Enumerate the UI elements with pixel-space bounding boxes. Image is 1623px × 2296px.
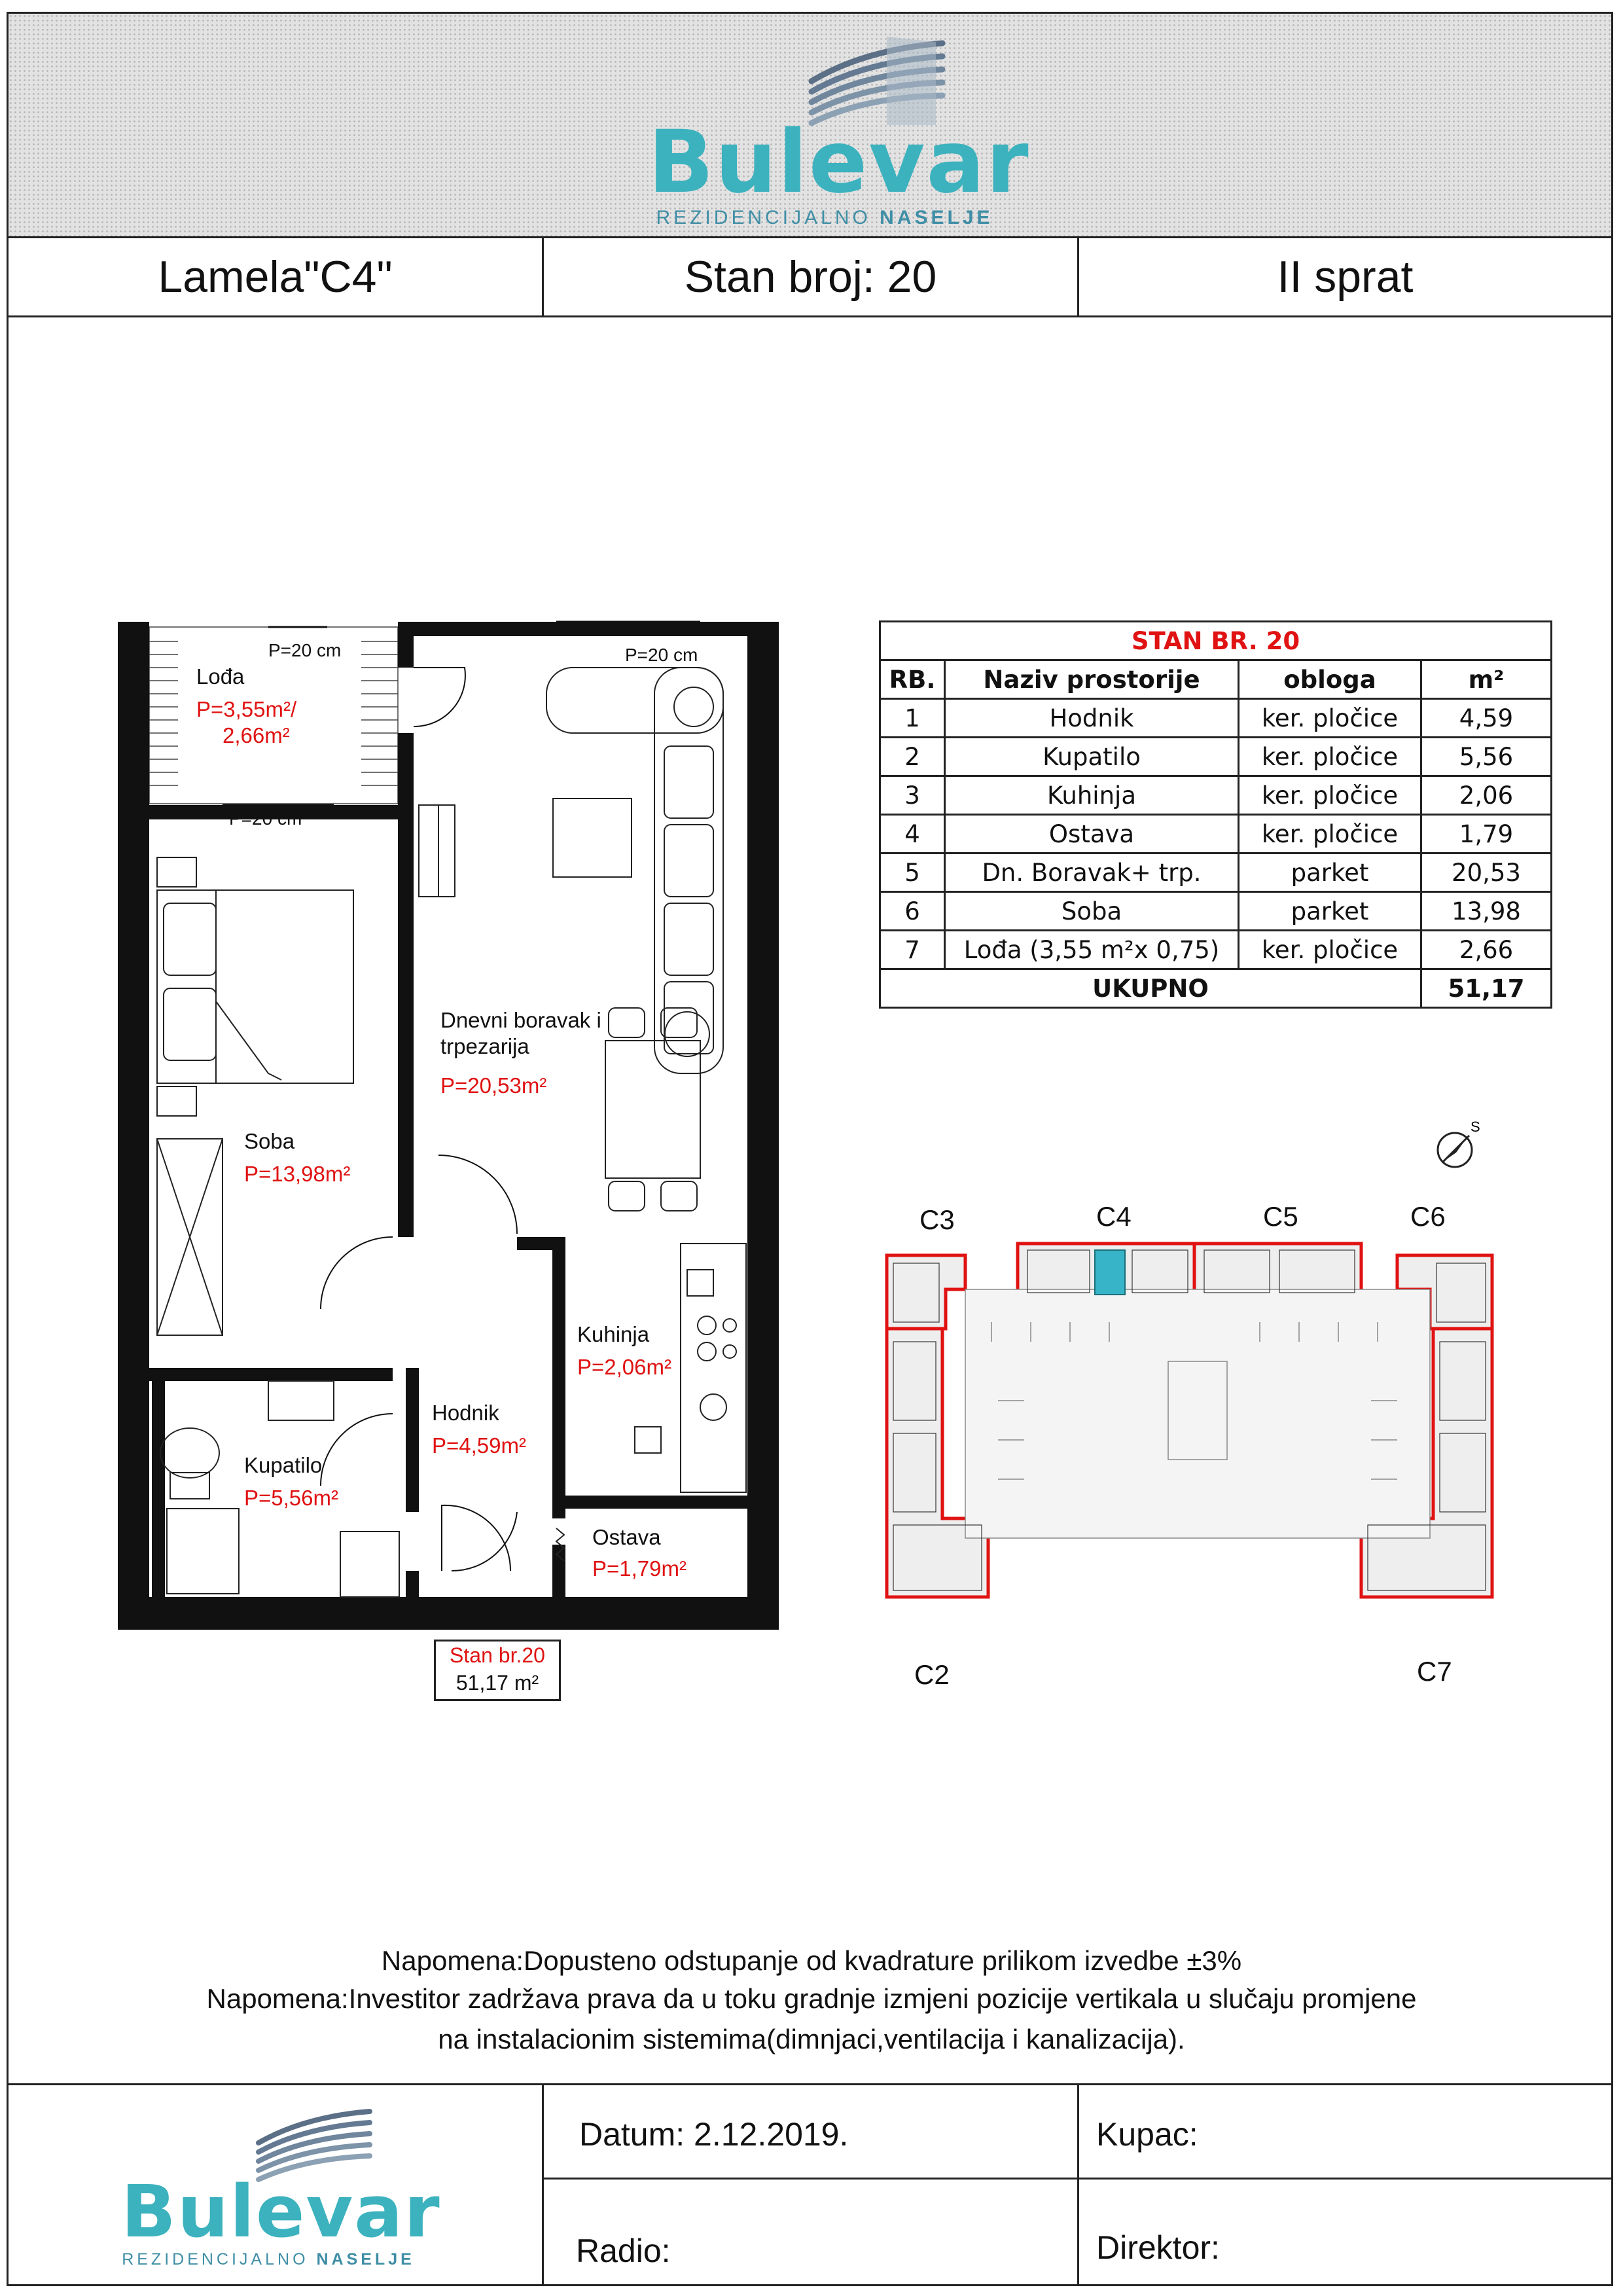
room-table <box>879 620 1552 1009</box>
lamela-label: Lamela"C4" <box>158 252 393 302</box>
room-area-loda: P=3,55m²/ <box>196 697 297 721</box>
table-cell: 2,66 <box>1421 931 1552 969</box>
table-cell: 1,79 <box>1421 815 1552 853</box>
floor-plan <box>111 615 785 1636</box>
table-cell: 3 <box>880 776 945 815</box>
table-cell: Lođa (3,55 m²x 0,75) <box>945 931 1239 969</box>
compass-label: S <box>1471 1119 1480 1135</box>
table-cell: parket <box>1239 892 1421 931</box>
footer-divider <box>9 2083 1611 2085</box>
room-area-hodnik: P=4,59m² <box>432 1433 526 1458</box>
room-area-loda-net: 2,66m² <box>223 723 290 747</box>
site-label-c3: C3 <box>919 1204 955 1235</box>
table-cell: 2 <box>880 738 945 776</box>
table-row <box>880 853 1552 892</box>
room-name-hodnik: Hodnik <box>432 1401 499 1425</box>
footer-divider <box>542 2083 544 2284</box>
table-title: STAN BR. 20 <box>880 622 1552 660</box>
table-header-cell: Naziv prostorije <box>945 660 1239 699</box>
brand-subtitle-light: REZIDENCIJALNO <box>656 207 871 228</box>
brand-name: Bulevar <box>648 112 1030 213</box>
room-name-kupatilo: Kupatilo <box>244 1453 323 1477</box>
site-plan <box>880 1237 1502 1656</box>
table-cell: 13,98 <box>1421 892 1552 931</box>
table-cell: 1 <box>880 699 945 738</box>
header-logo <box>648 24 1030 233</box>
table-total-value: 51,17 <box>1421 969 1552 1008</box>
footer-datum: Datum: 2.12.2019. <box>579 2116 849 2153</box>
site-label-c6: C6 <box>1410 1201 1446 1232</box>
table-cell: 7 <box>880 931 945 969</box>
stan-total-name: Stan br.20 <box>450 1643 545 1667</box>
footer-divider <box>1077 2083 1079 2284</box>
bed <box>157 857 353 1116</box>
table-cell: Dn. Boravak+ trp. <box>945 853 1239 892</box>
room-name-loda: Lođa <box>196 664 245 689</box>
footer-direktor: Direktor: <box>1096 2229 1220 2266</box>
table-cell: Soba <box>945 892 1239 931</box>
table-cell: 5 <box>880 853 945 892</box>
table-row <box>880 738 1552 776</box>
table-header-cell: RB. <box>880 660 945 699</box>
footer-divider <box>542 2178 1611 2179</box>
table-cell: 6 <box>880 892 945 931</box>
room-area-kupatilo: P=5,56m² <box>244 1486 338 1510</box>
compass-icon <box>1430 1116 1489 1175</box>
table-cell: Kupatilo <box>945 738 1239 776</box>
sprat-label: II sprat <box>1277 252 1414 302</box>
table-cell: ker. pločice <box>1239 738 1421 776</box>
table-row <box>880 815 1552 853</box>
p20-label: P=20 cm <box>625 645 698 665</box>
title-bar <box>9 238 1611 317</box>
brand-name: Bulevar <box>121 2170 441 2253</box>
brand-subtitle <box>121 2250 416 2269</box>
table-cell: Hodnik <box>945 699 1239 738</box>
dining-table <box>605 1008 700 1211</box>
room-area-ostava: P=1,79m² <box>592 1556 687 1581</box>
table-row <box>880 776 1552 815</box>
stan-label: Stan broj: 20 <box>684 252 937 302</box>
room-name-kuhinja: Kuhinja <box>577 1322 650 1346</box>
brand-subtitle-bold: NASELJE <box>880 207 993 228</box>
site-unit-highlight <box>1095 1250 1125 1295</box>
site-label-c7: C7 <box>1417 1656 1452 1687</box>
note-line-3: na instalacionim sistemima(dimnjaci,ventilacija i kanalizacija). <box>438 2024 1185 2054</box>
brand-subtitle-light: REZIDENCIJALNO <box>122 2250 309 2269</box>
room-name-ostava: Ostava <box>592 1525 661 1549</box>
footer-radio: Radio: <box>576 2233 671 2269</box>
table-header <box>880 660 1552 699</box>
site-label-c4: C4 <box>1096 1201 1132 1232</box>
table-row <box>880 931 1552 969</box>
site-label-c2: C2 <box>914 1659 950 1690</box>
table-cell: 5,56 <box>1421 738 1552 776</box>
table-header-cell: m² <box>1421 660 1552 699</box>
table-total-label: UKUPNO <box>880 969 1421 1008</box>
brand-subtitle <box>648 207 1001 229</box>
room-name-soba: Soba <box>244 1129 295 1153</box>
table-cell: ker. pločice <box>1239 776 1421 815</box>
footer-kupac: Kupac: <box>1096 2116 1198 2153</box>
table-cell: 4 <box>880 815 945 853</box>
table-cell: 20,53 <box>1421 853 1552 892</box>
site-label-c5: C5 <box>1263 1201 1298 1232</box>
table-cell: 4,59 <box>1421 699 1552 738</box>
room-area-dnevni: P=20,53m² <box>440 1073 547 1098</box>
table-cell: Ostava <box>945 815 1239 853</box>
table-cell: ker. pločice <box>1239 699 1421 738</box>
table-cell: Kuhinja <box>945 776 1239 815</box>
tv-unit <box>419 805 455 897</box>
note-line-1: Napomena:Dopusteno odstupanje od kvadrature prilikom izvedbe ±3% <box>381 1945 1242 1976</box>
room-area-soba: P=13,98m² <box>244 1162 351 1186</box>
table-cell: 2,06 <box>1421 776 1552 815</box>
note-line-2: Napomena:Investitor zadržava prava da u toku gradnje izmjeni pozicije vertikala u slučaju promjene <box>206 1983 1417 2014</box>
room-area-kuhinja: P=2,06m² <box>577 1355 671 1379</box>
site-block-c3 <box>887 1255 965 1329</box>
stan-total-area: 51,17 m² <box>455 1671 539 1695</box>
table-row <box>880 699 1552 738</box>
table-cell: parket <box>1239 853 1421 892</box>
p20-label: P=20 cm <box>268 640 342 660</box>
p20-label: P=20 cm <box>229 808 302 829</box>
stan-total-box <box>434 1640 561 1701</box>
footer-logo <box>121 2094 441 2278</box>
table-header-cell: obloga <box>1239 660 1421 699</box>
room-name-dnevni-2: trpezarija <box>440 1034 529 1058</box>
brand-subtitle-bold: NASELJE <box>316 2250 415 2269</box>
table-total-row <box>880 969 1552 1008</box>
room-name-dnevni-1: Dnevni boravak i <box>440 1008 601 1032</box>
table-cell: ker. pločice <box>1239 931 1421 969</box>
table-cell: ker. pločice <box>1239 815 1421 853</box>
wardrobe <box>157 1139 223 1335</box>
table-row <box>880 892 1552 931</box>
